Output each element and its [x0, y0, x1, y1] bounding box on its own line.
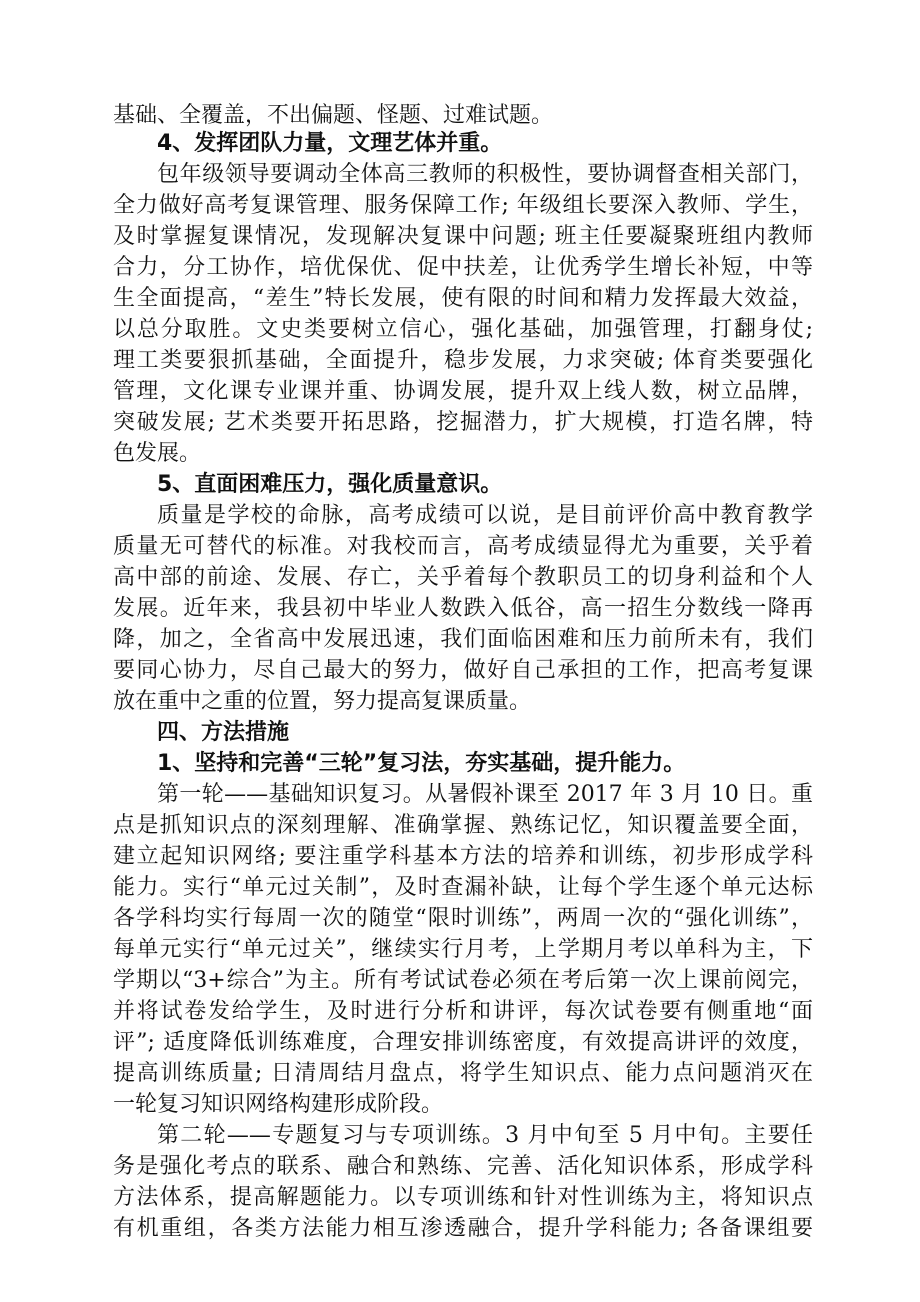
paragraph-first-line: 第一轮——基础知识复习。从暑假补课至 2017 年 3 月 10 日。重 [157, 782, 813, 807]
section-heading: 5、直面困难压力，强化质量意识。 [157, 472, 503, 497]
text-line: 突破发展; 艺术类要开拓思路，挖掘潜力，扩大规模，打造名牌，特 [113, 410, 813, 435]
text-line: 全力做好高考复课管理、服务保障工作; 年级组长要深入教师、学生， [113, 193, 813, 218]
paragraph-first-line: 第二轮——专题复习与专项训练。3 月中旬至 5 月中旬。主要任 [157, 1123, 813, 1148]
text-line: 及时掌握复课情况，发现解决复课中问题; 班主任要凝聚班组内教师 [113, 224, 813, 249]
paragraph-first-line: 质量是学校的命脉，高考成绩可以说，是目前评价高中教育教学 [157, 503, 813, 528]
text-line: 质量无可替代的标准。对我校而言，高考成绩显得尤为重要，关乎着 [113, 534, 813, 559]
text-line: 降，加之，全省高中发展迅速，我们面临困难和压力前所未有，我们 [113, 627, 813, 652]
text-line: 建立起知识网络; 要注重学科基本方法的培养和训练，初步形成学科 [113, 844, 813, 869]
text-line: 色发展。 [113, 441, 202, 466]
text-line: 务是强化考点的联系、融合和熟练、完善、活化知识体系，形成学科 [113, 1154, 813, 1179]
text-line: 理工类要狠抓基础，全面提升，稳步发展，力求突破; 体育类要强化 [113, 348, 813, 373]
text-line: 合力，分工协作，培优保优、促中扶差，让优秀学生增长补短，中等 [113, 255, 813, 280]
section-heading: 1、坚持和完善“三轮”复习法，夯实基础，提升能力。 [157, 751, 686, 776]
text-line: 每单元实行“单元过关”，继续实行月考，上学期月考以单科为主，下 [113, 937, 813, 962]
text-line: 基础、全覆盖，不出偏题、怪题、过难试题。 [113, 103, 554, 128]
text-line: 各学科均实行每周一次的随堂“限时训练”，两周一次的“强化训练”， [113, 906, 813, 931]
text-line: 生全面提高，“差生”特长发展，使有限的时间和精力发挥最大效益， [113, 286, 813, 311]
text-line: 方法体系，提高解题能力。以专项训练和针对性训练为主，将知识点 [113, 1185, 813, 1210]
text-line: 发展。近年来，我县初中毕业人数跌入低谷，高一招生分数线一降再 [113, 596, 813, 621]
text-line: 并将试卷发给学生，及时进行分析和讲评，每次试卷要有侧重地“面 [113, 999, 813, 1024]
text-line: 有机重组，各类方法能力相互渗透融合，提升学科能力; 各备课组要 [113, 1216, 813, 1241]
text-line: 一轮复习知识网络构建形成阶段。 [113, 1092, 444, 1117]
paragraph-first-line: 包年级领导要调动全体高三教师的积极性，要协调督查相关部门， [157, 162, 813, 187]
text-line: 要同心协力，尽自己最大的努力，做好自己承担的工作，把高考复课 [113, 658, 813, 683]
text-line: 点是抓知识点的深刻理解、准确掌握、熟练记忆，知识覆盖要全面， [113, 813, 813, 838]
text-line: 管理，文化课专业课并重、协调发展，提升双上线人数，树立品牌， [113, 379, 813, 404]
text-line: 评”; 适度降低训练难度，合理安排训练密度，有效提高讲评的效度， [113, 1030, 813, 1055]
text-line: 能力。实行“单元过关制”，及时查漏补缺，让每个学生逐个单元达标 [113, 875, 813, 900]
text-line: 以总分取胜。文史类要树立信心，强化基础，加强管理，打翻身仗; [113, 317, 813, 342]
text-line: 提高训练质量; 日清周结月盘点，将学生知识点、能力点问题消灭在 [113, 1061, 813, 1086]
chapter-heading: 四、方法措施 [157, 720, 290, 745]
text-line: 放在重中之重的位置，努力提高复课质量。 [113, 689, 532, 714]
section-heading: 4、发挥团队力量，文理艺体并重。 [157, 131, 503, 156]
text-line: 学期以“3+综合”为主。所有考试试卷必须在考后第一次上课前阅完， [113, 968, 813, 993]
text-line: 高中部的前途、发展、存亡，关乎着每个教职员工的切身利益和个人 [113, 565, 813, 590]
